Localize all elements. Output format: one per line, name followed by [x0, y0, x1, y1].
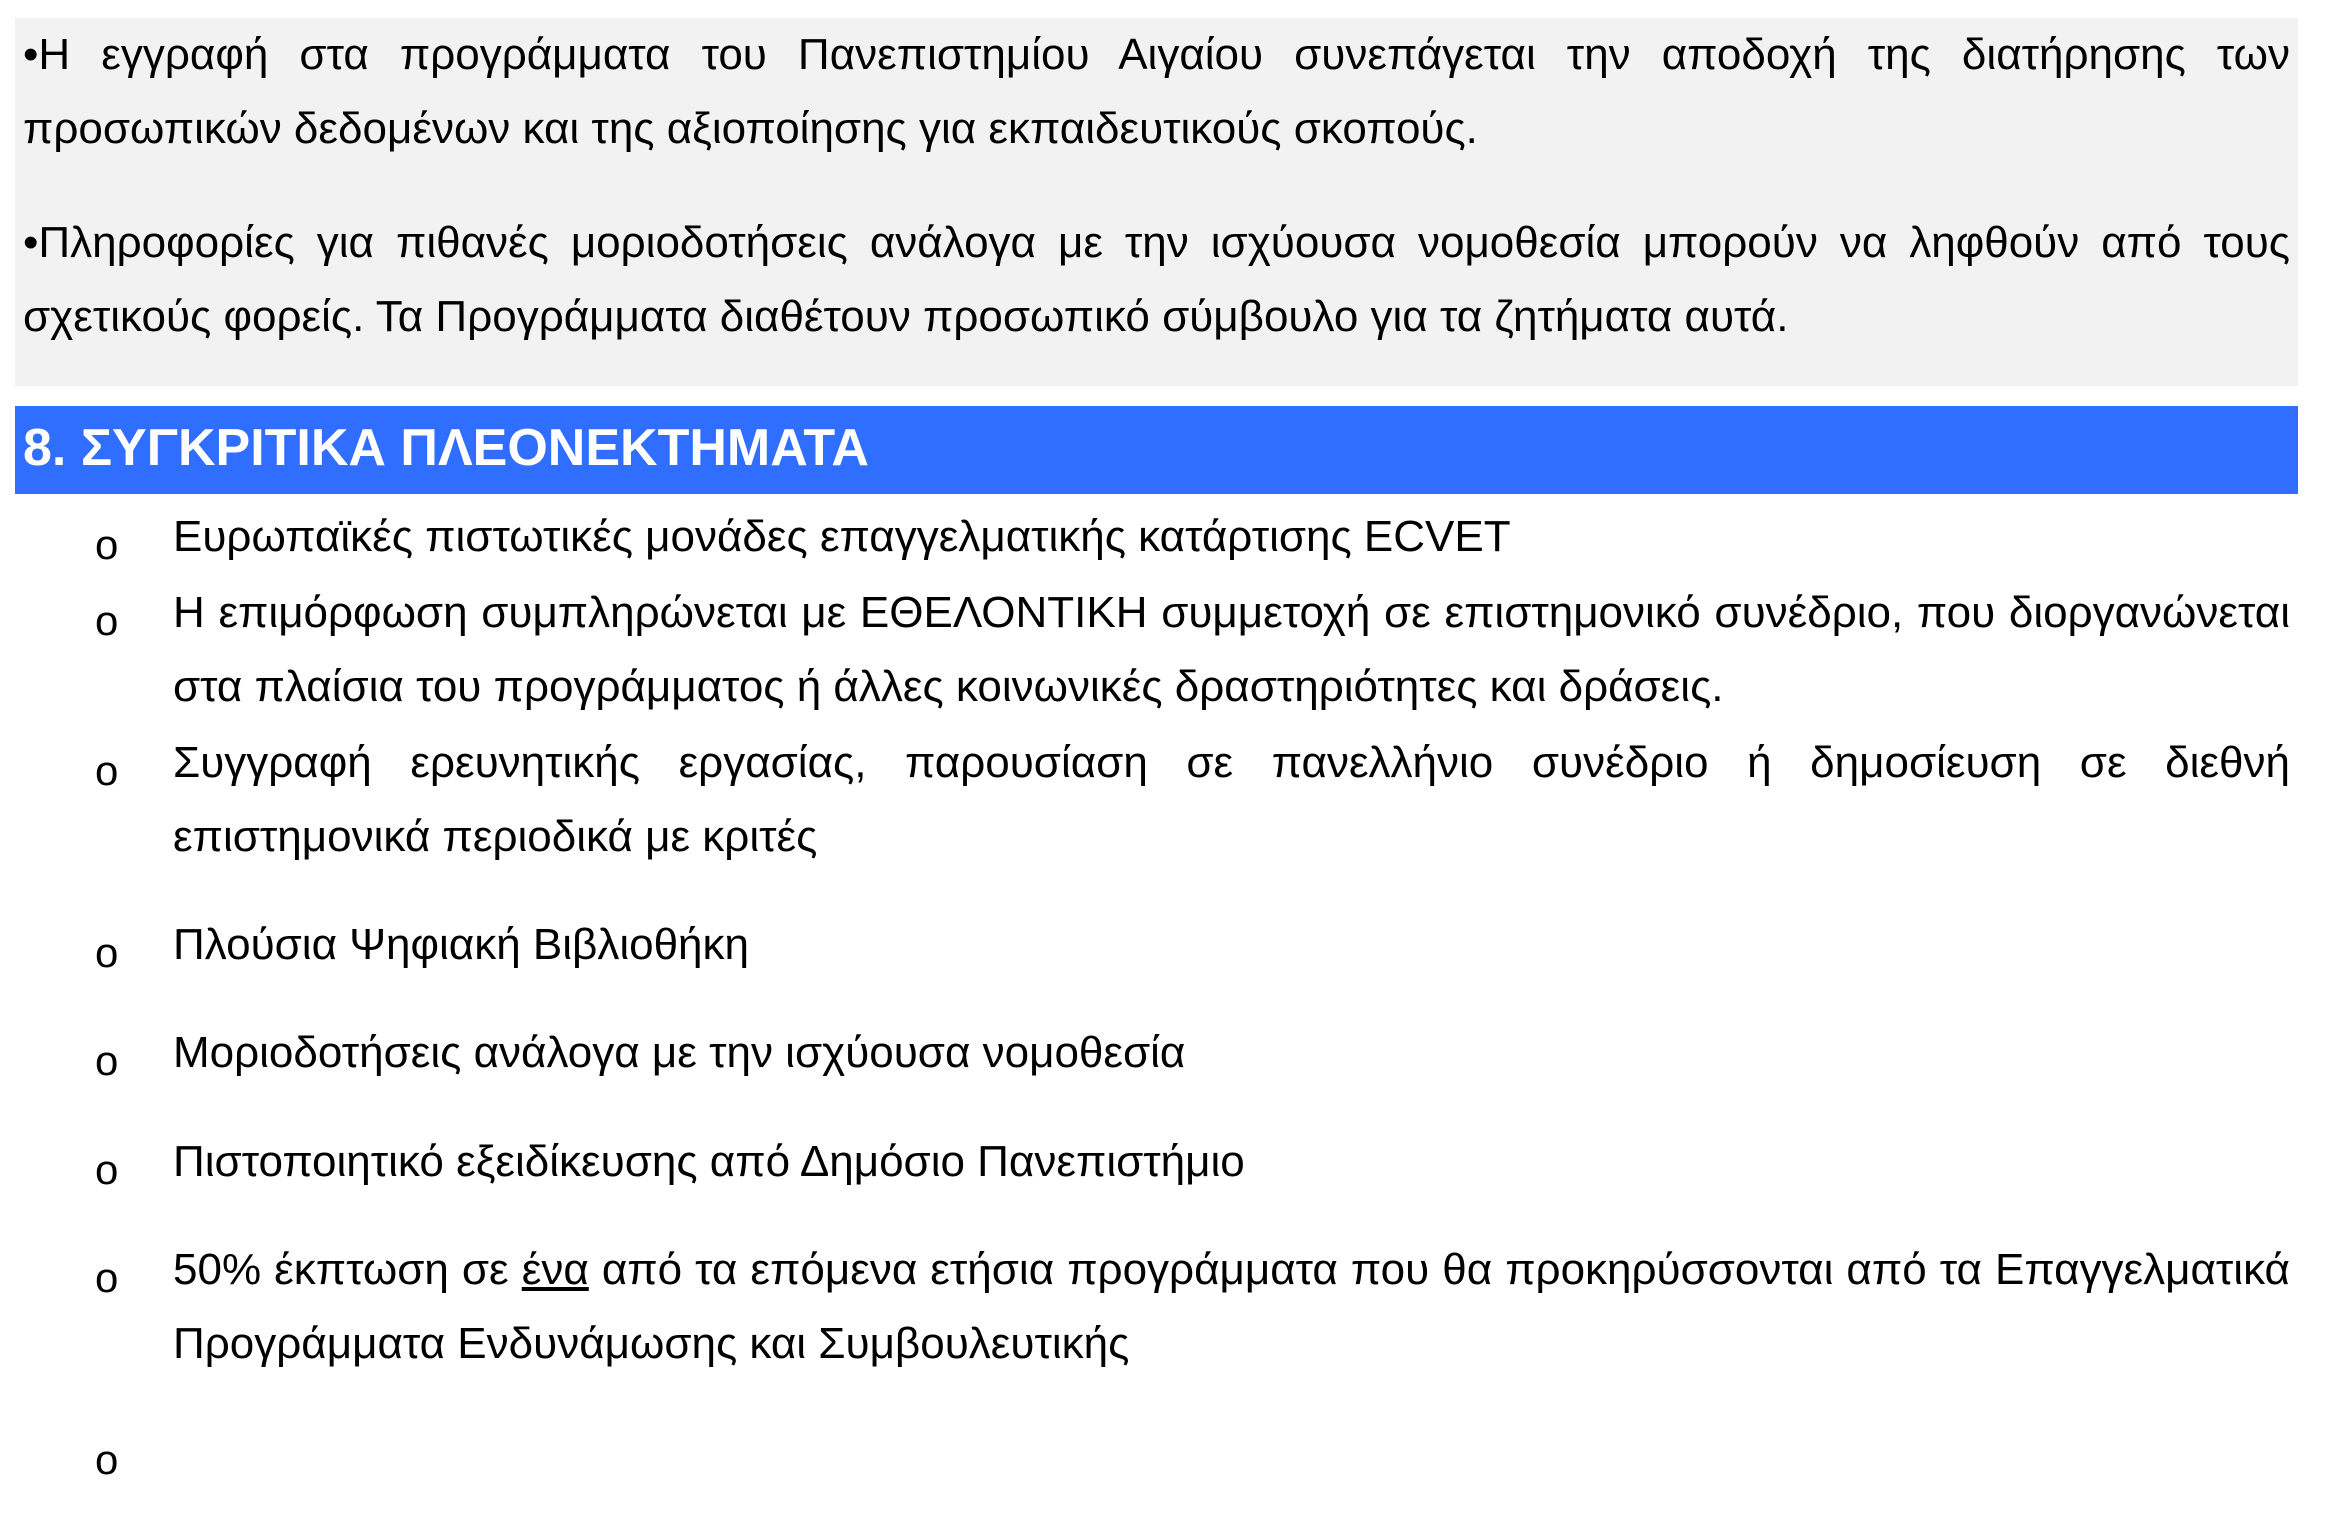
note-credit-information: •Πληροφορίες για πιθανές μοριοδοτήσεις ανάλογα με την ισχύουσα νομοθεσία μπορούν να ληφθούν από τους σχετικούς φορείς. Τα Προγράμματα διαθέτουν προσωπικό σύμβουλο για τα ζητήματα αυτά. — [23, 218, 2290, 341]
circle-bullet-icon: o — [95, 929, 119, 976]
note-data-retention: •Η εγγραφή στα προγράμματα του Πανεπιστημίου Αιγαίου συνεπάγεται την αποδοχή της διατήρησης των προσωπικών δεδομένων και της αξιοποίησης για εκπαιδευτικούς σκοπούς. — [23, 30, 2290, 153]
advantage-ecvet: Ευρωπαϊκές πιστωτικές μονάδες επαγγελματικής κατάρτισης ECVET — [173, 512, 1511, 561]
advantage-volunteer-conference: Η επιμόρφωση συμπληρώνεται με ΕΘΕΛΟΝΤΙΚΗ συμμετοχή σε επιστημονικό συνέδριο, που διοργανώνεται στα πλαίσια του προγράμματος ή άλλες κοινωνικές δραστηριότητες και δράσεις. — [173, 588, 2290, 711]
advantage-research-paper: Συγγραφή ερευνητικής εργασίας, παρουσίαση σε πανελλήνιο συνέδριο ή δημοσίευση σε διεθνή επιστημονικά περιοδικά με κριτές — [173, 738, 2290, 861]
circle-bullet-icon: o — [95, 521, 119, 568]
advantage-discount — [173, 1233, 2290, 1381]
discount-text-before: 50% έκπτωση σε — [173, 1245, 522, 1294]
notes-box — [15, 18, 2298, 386]
advantage-credits: Μοριοδοτήσεις ανάλογα με την ισχύουσα νομοθεσία — [173, 1028, 1186, 1077]
advantages-list — [15, 500, 2298, 1500]
advantage-certificate: Πιστοποιητικό εξειδίκευσης από Δημόσιο Πανεπιστήμιο — [173, 1137, 1245, 1186]
advantage-digital-library: Πλούσια Ψηφιακή Βιβλιοθήκη — [173, 920, 749, 969]
circle-bullet-icon: o — [95, 747, 119, 794]
document-page — [15, 18, 2298, 494]
discount-text-underlined: ένα — [521, 1245, 589, 1294]
section-heading: 8. ΣΥΓΚΡΙΤΙΚΑ ΠΛΕΟΝΕΚΤΗΜΑΤΑ — [15, 406, 2298, 494]
circle-bullet-icon: o — [95, 1037, 119, 1084]
circle-bullet-icon: o — [95, 1254, 119, 1301]
circle-bullet-icon: o — [95, 597, 119, 644]
circle-bullet-icon: o — [95, 1146, 119, 1193]
discount-text-after: από τα επόμενα ετήσια προγράμματα που θα προκηρύσσονται από τα Επαγγελματικά Προγράμματα Ενδυνάμωσης και Συμβουλευτικής — [173, 1245, 2290, 1368]
circle-bullet-icon: o — [95, 1436, 119, 1483]
